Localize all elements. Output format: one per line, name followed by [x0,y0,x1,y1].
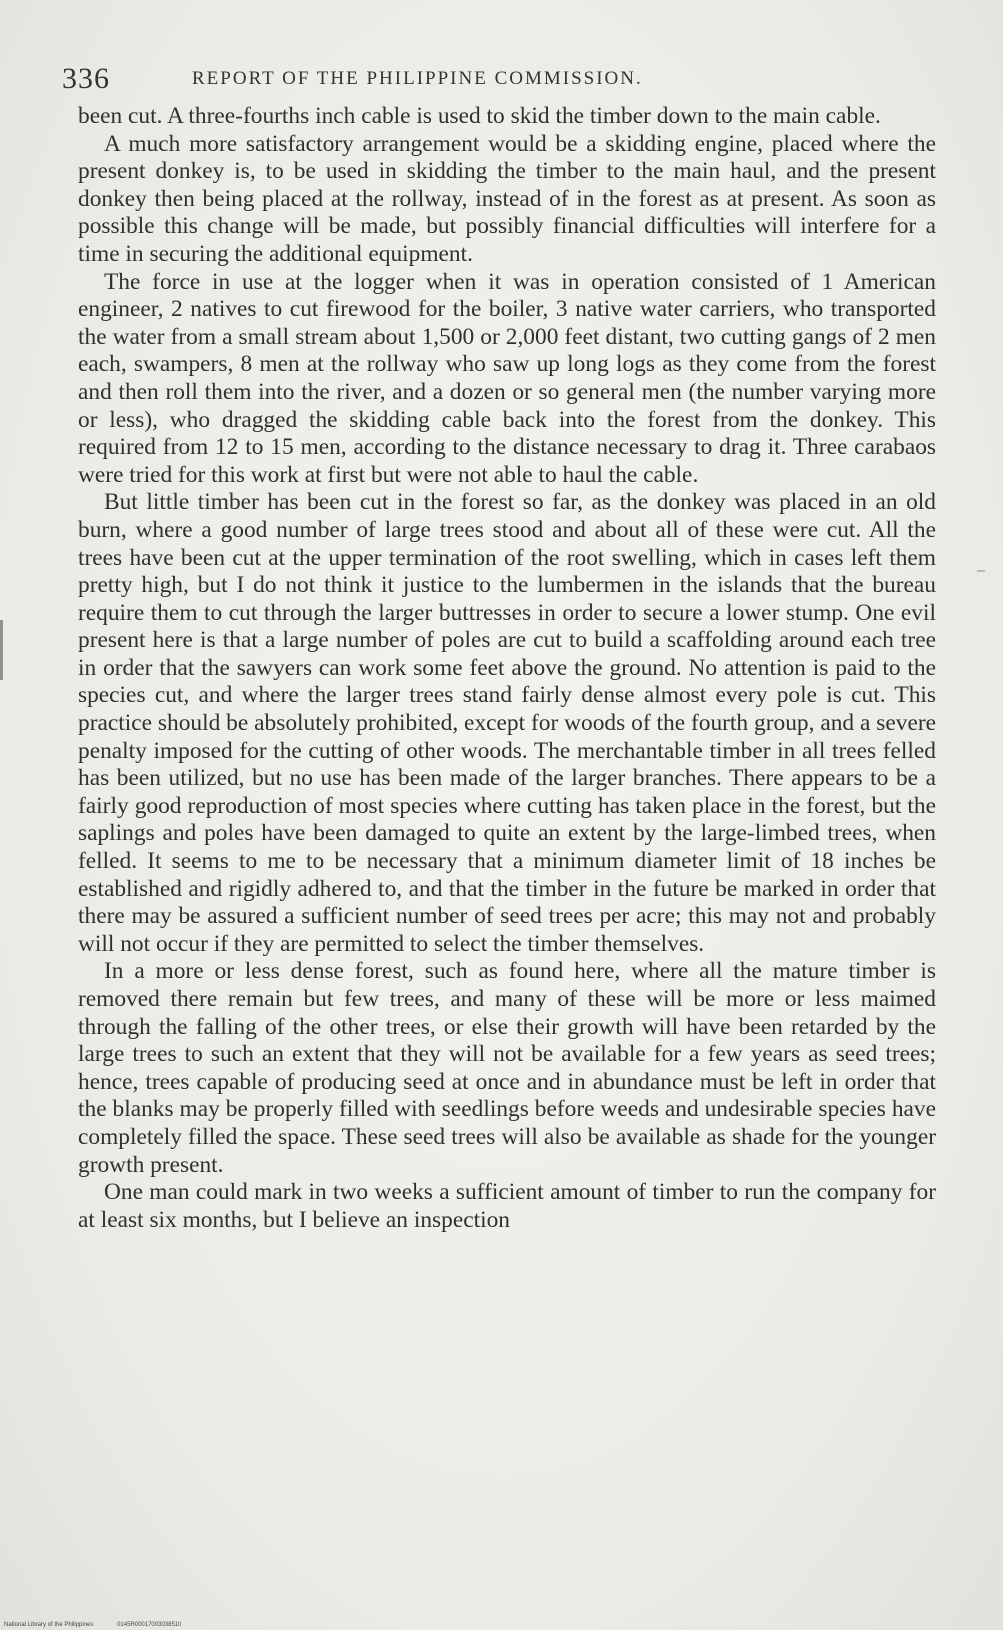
paragraph-skidding-engine: A much more satisfactory arrangement would be a skidding engine, placed where the present donkey is, to be used in skidding the timber to the main haul, and the present donkey then being placed at the rollway, instead of in the forest as at present. As soon as possible this change will be made, but possibly financial difficulties will interfere for a time in securing the additional equipment. [78,130,936,267]
page-number: 336 [62,62,110,95]
body-text [78,103,936,1234]
scan-footer [4,1622,203,1628]
running-head: REPORT OF THE PHILIPPINE COMMISSION. [192,68,643,89]
paragraph-continued: been cut. A three-fourths inch cable is used to skid the timber down to the main cable. [78,103,881,129]
paragraph-timber-cut: But little timber has been cut in the forest so far, as the donkey was placed in an old burn, where a good number of large trees stood and about all of these were cut. All the trees have been cut at the upper termination of the root swelling, which in cases left them pretty high, but I do not think it justice to the lumbermen in the islands that the bureau require them to cut through the larger buttresses in order to secure a lower stump. One evil present here is that a large number of poles are cut to build a scaffolding around each tree in order that the sawyers can work some feet above the ground. No attention is paid to the species cut, and where the larger trees stand fairly dense almost every pole is cut. This practice should be absolutely prohibited, except for woods of the fourth group, and a severe penalty imposed for the cutting of other woods. The merchantable timber in all trees felled has been utilized, but no use has been made of the larger branches. There appears to be a fairly good reproduction of most species where cutting has taken place in the forest, but the saplings and poles have been damaged to quite an extent by the large-limbed trees, when felled. It seems to me to be necessary that a minimum diameter limit of 18 inches be established and rigidly adhered to, and that the timber in the future be marked in order that there may be assured a sufficient number of seed trees per acre; this may not and probably will not occur if they are permitted to select the timber themselves. [78,489,936,957]
scan-margin-mark [977,570,985,572]
footer-library: National Library of the Philippines [4,1622,94,1628]
paragraph-force-in-use: The force in use at the logger when it was in operation consisted of 1 American engineer, 2 natives to cut firewood for the boiler, 3 native water carriers, who transported the water from a small stream about 1,500 or 2,000 feet distant, two cutting gangs of 2 men each, swampers, 8 men at the rollway who saw up long logs as they come from the forest and then roll them into the river, and a dozen or so general men (the number varying more or less), who dragged the skidding cable back into the forest from the donkey. This required from 12 to 15 men, according to the distance necessary to drag it. Three carabaos were tried for this work at first but were not able to haul the cable. [78,268,936,488]
page-header [62,62,942,102]
paragraph-dense-forest: In a more or less dense forest, such as found here, where all the mature timber is removed there remain but few trees, and many of these will be more or less maimed through the falling of the other trees, or else their growth will have been retarded by the large trees to such an extent that they will not be available for a few years as seed trees; hence, trees capable of producing seed at once and in abundance must be left in order that the blanks may be properly filled with seedlings before weeds and undesirable species have completely filled the space. These seed trees will also be available as shade for the younger growth present. [78,958,936,1178]
scan-edge-mark [0,620,3,680]
footer-identifier: 0145R0001700303851ll [117,1622,181,1628]
paragraph-marking-timber: One man could mark in two weeks a sufficient amount of timber to run the company for at least six months, but I believe an inspection [78,1179,936,1233]
